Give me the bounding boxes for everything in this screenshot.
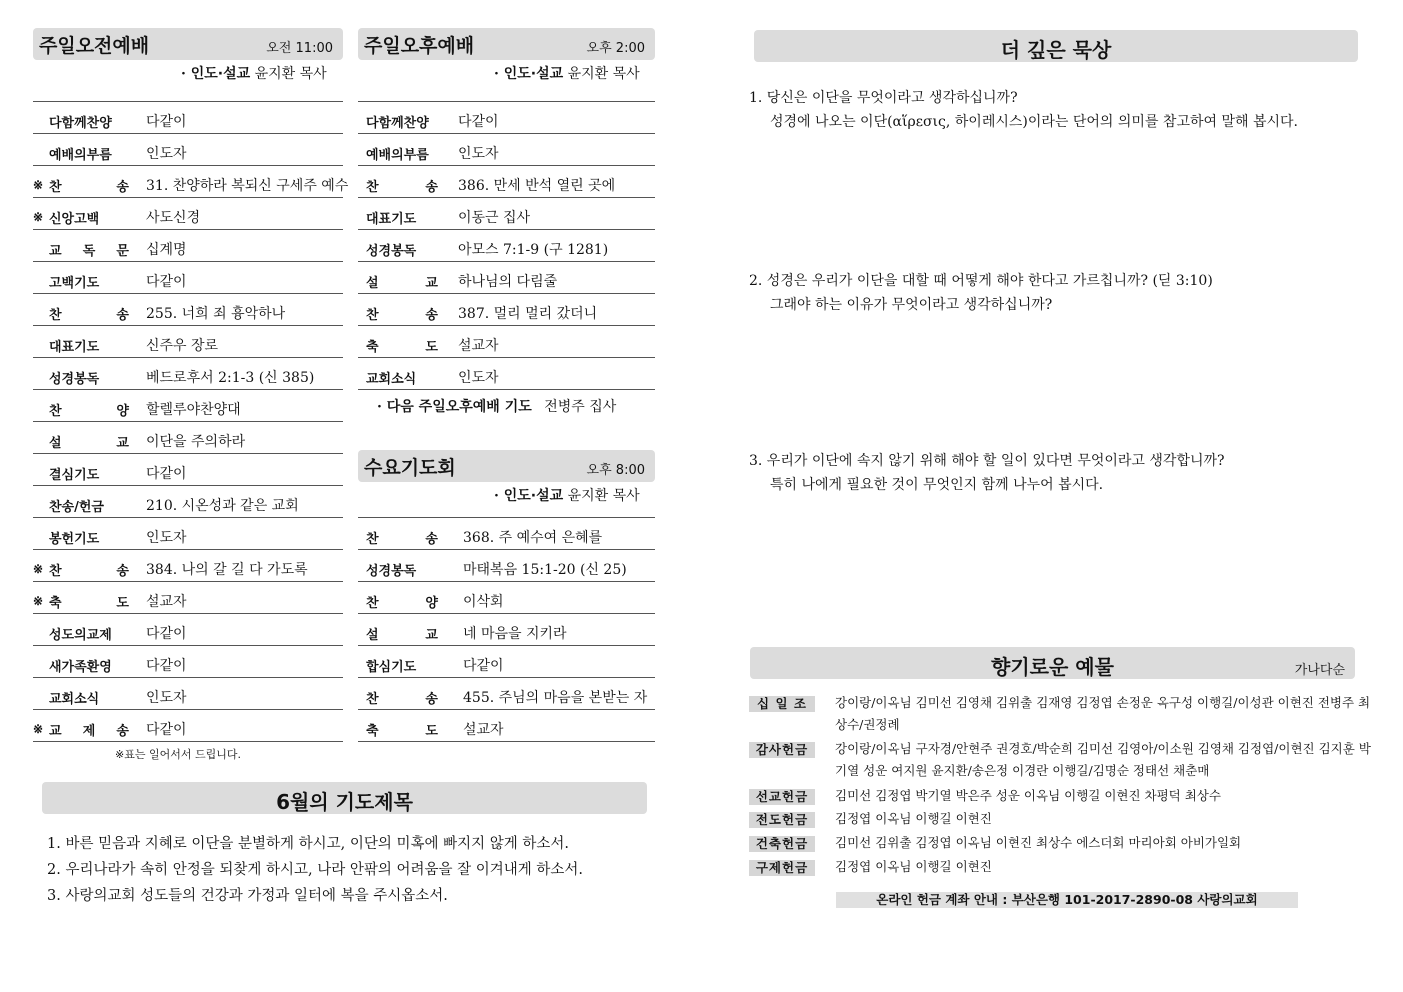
meditation-question-line: 특히 나에게 필요한 것이 무엇인지 함께 나누어 봅시다. [770,477,1104,493]
order-row [33,486,343,518]
morning-leader-name: 윤지환 목사 [254,66,327,82]
afternoon-leader-label: 인도·설교 [503,66,564,82]
order-value: 다같이 [146,722,187,738]
order-row [358,550,655,582]
offering-sort-note: 가나다순 [1294,663,1345,678]
offering-category: 십 일 조 [749,696,815,712]
order-label: 찬 송 [366,308,438,323]
order-label: 합심기도 [366,660,417,675]
order-label: 설 교 [366,628,438,643]
order-label: 교 제 송 [49,724,129,739]
offering-category: 선교헌금 [749,789,815,805]
order-row [33,294,343,326]
afternoon-service-time: 오후 2:00 [586,41,645,56]
order-value: 255. 너희 죄 흉악하나 [146,306,286,322]
morning-leader: · 인도·설교 윤지환 목사 [181,66,327,82]
order-row [358,678,655,710]
prayer-topic-item: 2. 우리나라가 속히 안정을 되찾게 하시고, 나라 안팎의 어려움을 잘 이겨내게 하소서. [47,862,583,878]
order-label: 성도의교제 [49,628,112,643]
order-row [358,646,655,678]
order-row [33,358,343,390]
morning-service-header [33,28,343,60]
order-row [33,550,343,582]
order-row [33,134,343,166]
meditation-question-line: 성경에 나오는 이단(αἵρεσις, 하이레시스)이라는 단어의 의미를 참고하여 말해 봅시다. [770,114,1298,130]
order-row [33,614,343,646]
order-value: 인도자 [146,690,187,706]
standing-mark: ※ [33,722,44,736]
order-value: 다같이 [463,658,504,674]
order-label: 축 도 [366,724,438,739]
order-row [33,390,343,422]
order-label: 찬 양 [49,404,129,419]
offering-category: 전도헌금 [749,812,815,828]
offering-names: 강이랑/이옥님 구자경/안현주 권경호/박순희 김미선 김영아/이소원 김영채 김정엽/이현진 김지훈 박기열 성운 여지원 윤지환/송은정 이경란 이행길/김명순 정태선 채춘매 [835,741,1371,778]
order-label: 성경봉독 [49,372,100,387]
order-row [358,582,655,614]
order-value: 하나님의 다림줄 [458,274,558,290]
order-row [358,326,655,358]
order-row [33,710,343,742]
order-row [33,518,343,550]
order-label: 설 교 [366,276,438,291]
order-label: 찬 송 [366,180,438,195]
order-label: 설 교 [49,436,129,451]
order-value: 455. 주님의 마음을 본받는 자 [463,690,648,706]
order-row [358,710,655,742]
order-label: 성경봉독 [366,244,417,259]
order-row [33,262,343,294]
order-label: 교회소식 [366,372,417,387]
order-value: 십계명 [146,242,187,258]
account-info: 온라인 헌금 계좌 안내 : 부산은행 101-2017-2890-08 사랑의교회 [836,892,1298,908]
order-value: 368. 주 예수여 은혜를 [463,530,603,546]
meditation-question [749,449,1225,497]
order-value: 387. 멀리 멀리 갔더니 [458,306,598,322]
order-row [358,166,655,198]
order-row [358,102,655,134]
order-row [33,166,349,198]
prayer-topics-header [42,782,647,814]
prayer-topics-title: 6월의 기도제목 [276,790,413,814]
order-value: 다같이 [146,114,187,130]
order-row [358,134,655,166]
order-value: 이삭회 [463,594,504,610]
wednesday-leader-label: 인도·설교 [503,488,564,504]
meditation-question-line: 1. 당신은 이단을 무엇이라고 생각하십니까? [749,90,1018,106]
offering-category: 구제헌금 [749,860,815,876]
order-value: 인도자 [146,146,187,162]
order-row [33,646,343,678]
order-row [33,230,343,262]
order-value: 설교자 [146,594,187,610]
offering-names: 김미선 김정엽 박기열 박은주 성운 이옥님 이행길 이현진 차평덕 최상수 [835,788,1221,803]
order-label: 찬 송 [366,692,438,707]
prayer-topic-item: 1. 바른 믿음과 지혜로 이단을 분별하게 하시고, 이단의 미혹에 빠지지 않게 하소서. [47,836,569,852]
standing-mark: ※ [33,178,44,192]
order-row [33,454,343,486]
order-row [33,102,343,134]
afternoon-order-table [358,101,655,390]
order-row [33,678,343,710]
order-value: 네 마음을 지키라 [463,626,567,642]
order-row [358,294,655,326]
order-row [33,422,343,454]
order-label: 다함께찬양 [49,116,112,131]
offering-category: 감사헌금 [749,742,815,758]
order-value: 이단을 주의하라 [146,434,246,450]
wednesday-service-time: 오후 8:00 [586,463,645,478]
meditation-question-line: 3. 우리가 이단에 속지 않기 위해 해야 할 일이 있다면 무엇이라고 생각합니까? [749,453,1225,469]
prayer-topics-list [47,831,583,909]
standing-mark: ※ [33,594,44,608]
order-row [358,358,655,390]
order-value: 다같이 [458,114,499,130]
order-value: 할렐루야찬양대 [146,402,241,418]
morning-leader-label: 인도·설교 [190,66,251,82]
order-value: 인도자 [458,146,499,162]
order-label: 교 독 문 [49,244,129,259]
order-value: 아모스 7:1-9 (구 1281) [458,242,609,258]
order-label: 찬송/헌금 [49,500,104,515]
order-value: 마태복음 15:1-20 (신 25) [463,562,627,578]
wednesday-service-title: 수요기도회 [364,457,456,479]
order-value: 다같이 [146,466,187,482]
order-row [358,262,655,294]
prayer-topic-item: 3. 사랑의교회 성도들의 건강과 가정과 일터에 복을 주시옵소서. [47,888,448,904]
order-label: 축 도 [49,596,129,611]
wednesday-service-header [358,450,655,482]
meditation-question [749,86,1298,134]
order-label: 고백기도 [49,276,100,291]
offering-names: 김정엽 이옥님 이행길 이현진 [835,859,992,874]
order-label: 결심기도 [49,468,100,483]
standing-mark: ※ [33,562,44,576]
order-value: 다같이 [146,274,187,290]
order-value: 신주우 장로 [146,338,219,354]
order-label: 찬 송 [366,532,438,547]
order-value: 31. 찬양하라 복되신 구세주 예수 [146,178,349,194]
wednesday-leader: · 인도·설교 윤지환 목사 [494,488,640,504]
offering-names: 김정엽 이옥님 이행길 이현진 [835,811,992,826]
order-value: 인도자 [146,530,187,546]
order-label: 신앙고백 [49,212,100,227]
order-label: 다함께찬양 [366,116,429,131]
order-label: 예배의부름 [49,148,112,163]
morning-service-time: 오전 11:00 [266,41,333,56]
order-label: 새가족환영 [49,660,112,675]
order-row [33,326,343,358]
order-row [33,582,343,614]
order-row [358,614,655,646]
meditation-title: 더 깊은 묵상 [1000,38,1112,62]
order-label: 교회소식 [49,692,100,707]
order-label: 축 도 [366,340,438,355]
meditation-question [749,269,1213,317]
afternoon-service-header [358,28,655,60]
order-row [33,198,343,230]
morning-service-title: 주일오전예배 [39,35,150,57]
order-label: 찬 송 [49,308,129,323]
wednesday-leader-name: 윤지환 목사 [567,488,640,504]
order-value: 설교자 [458,338,499,354]
order-row [358,518,655,550]
order-label: 찬 송 [49,180,129,195]
order-value: 386. 만세 반석 열린 곳에 [458,178,616,194]
standing-mark: ※ [33,210,44,224]
offering-title: 향기로운 예물 [991,655,1114,679]
wednesday-order-table [358,517,655,742]
offering-names: 김미선 김위출 김정엽 이옥님 이현진 최상수 에스더회 마리아회 아비가일회 [835,835,1242,850]
afternoon-service-title: 주일오후예배 [364,35,475,57]
offering-header [750,647,1355,679]
order-label: 대표기도 [49,340,100,355]
order-label: 성경봉독 [366,564,417,579]
order-value: 384. 나의 갈 길 다 가도록 [146,562,308,578]
order-value: 설교자 [463,722,504,738]
order-value: 다같이 [146,658,187,674]
order-label: 찬 양 [366,596,438,611]
order-value: 이동근 집사 [458,210,531,226]
afternoon-leader: · 인도·설교 윤지환 목사 [494,66,640,82]
offering-category: 건축헌금 [749,836,815,852]
order-value: 인도자 [458,370,499,386]
order-value: 베드로후서 2:1-3 (신 385) [146,370,315,386]
order-row [358,230,655,262]
order-label: 대표기도 [366,212,417,227]
order-row [358,198,655,230]
order-label: 예배의부름 [366,148,429,163]
meditation-question-line: 그래야 하는 이유가 무엇이라고 생각하십니까? [770,297,1053,313]
next-prayer-label: 다음 주일오후예배 기도 [386,399,532,415]
order-label: 봉헌기도 [49,532,100,547]
order-value: 210. 시온성과 같은 교회 [146,498,299,514]
next-prayer-name: 전병주 집사 [544,399,617,415]
afternoon-leader-name: 윤지환 목사 [567,66,640,82]
order-value: 다같이 [146,626,187,642]
standing-note: ※표는 일어서서 드립니다. [115,748,241,761]
offering-names: 강이랑/이옥님 김미선 김영채 김위출 김재영 김정엽 손정운 옥구성 이행길/이성관 이현진 전병주 최상수/권정례 [835,695,1371,732]
meditation-question-line: 2. 성경은 우리가 이단을 대할 때 어떻게 해야 한다고 가르칩니까? (딛 3:10) [749,273,1213,289]
morning-order-table [33,101,349,742]
meditation-header [754,30,1358,62]
next-prayer-note: · 다음 주일오후예배 기도 전병주 집사 [377,399,617,415]
order-label: 찬 송 [49,564,129,579]
order-value: 사도신경 [146,210,201,226]
